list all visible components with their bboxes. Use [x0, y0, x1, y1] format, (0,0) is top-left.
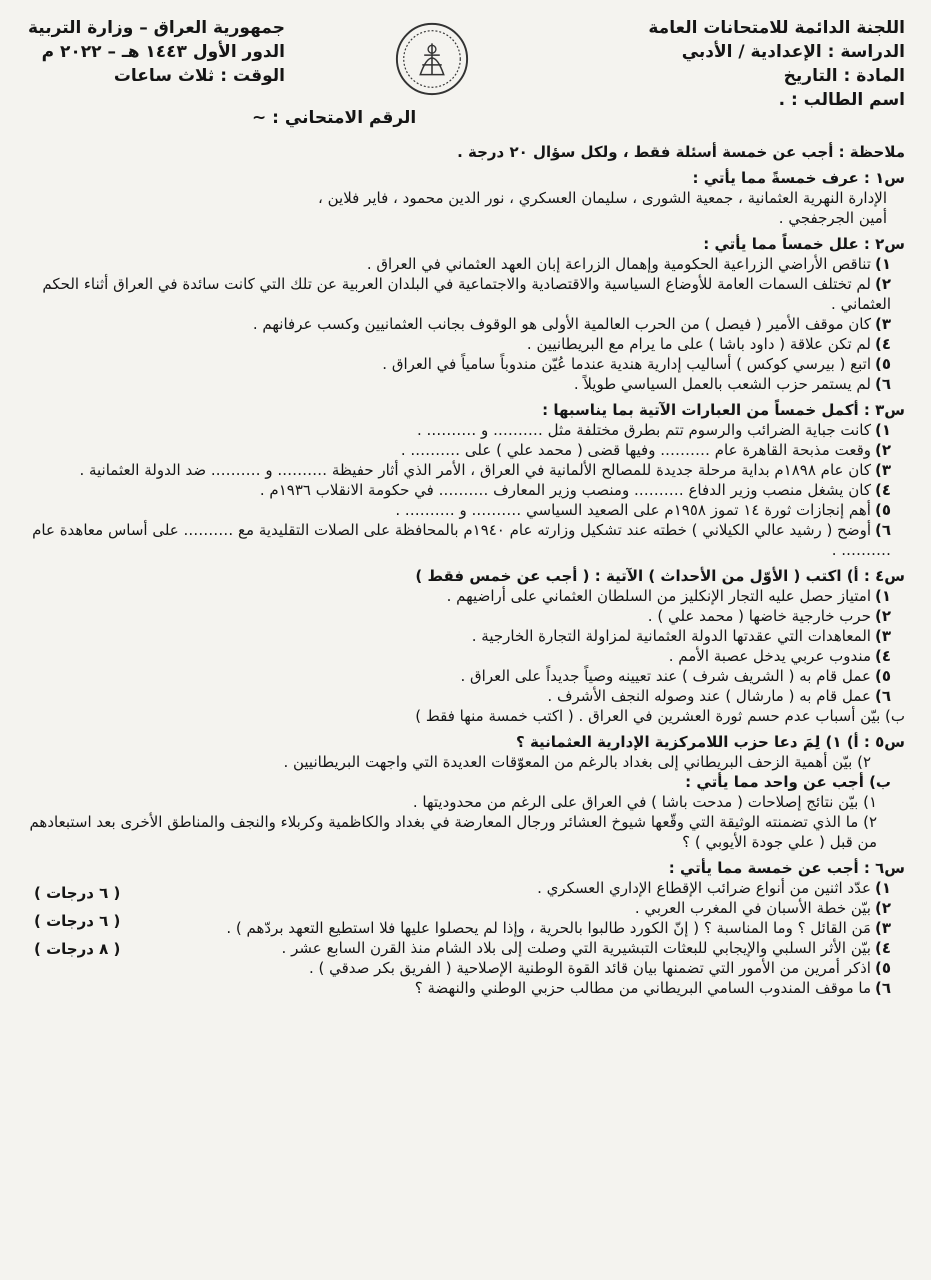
exam-body [24, 142, 905, 1004]
question-5-degree-1: ( ٦ درجات ) [34, 884, 121, 902]
question-1-terms [24, 188, 905, 228]
question-5-b2: ٢) ما الذي تضمنته الوثيقة التي وقّعها شيوخ العشائر ورجال المعارضة في بغداد والكاظمية وكربلاء والنجف والمناطق الأخرى بعد استبعادهم من قبل ( علي جودة الأيوبي ) ؟ [29, 813, 877, 851]
list-item: ٥)أهم إنجازات ثورة ١٤ تموز ١٩٥٨م على الصعيد السياسي ………. و ………. . [395, 501, 891, 519]
exam-number-label: الرقم الامتحاني : ~ [252, 108, 417, 128]
question-6-label: س٦ : أجب عن خمسة مما يأتي : [668, 859, 905, 877]
list-item: ١)امتياز حصل عليه التجار الإنكليز من السلطان العثماني على أراضيهم . [446, 587, 891, 605]
exam-session: الدور الأول ١٤٤٣ هـ – ٢٠٢٢ م [41, 42, 285, 62]
question-1-terms-line: أمين الجرجفجي . [778, 209, 887, 227]
question-5-b-label: ب) أجب عن واحد مما يأتي : [685, 773, 891, 791]
list-item: ٤)كان يشغل منصب وزير الدفاع ………. ومنصب وزير المعارف ………. في حكومة الانقلاب ١٩٣٦م . [259, 481, 891, 499]
ministry-name: جمهورية العراق – وزارة التربية [28, 18, 285, 38]
list-item: ١)تناقص الأراضي الزراعية الحكومية وإهمال الزراعة إبان العهد العثماني في العراق . [366, 255, 891, 273]
list-item: ١)كانت جباية الضرائب والرسوم تتم بطرق مختلفة مثل ………. و ………. . [416, 421, 891, 439]
question-5-b1: ١) بيّن نتائج إصلاحات ( مدحت باشا ) في العراق على الرغم من محدوديتها . [412, 793, 877, 811]
list-item: ٣)مَن القائل ؟ وما المناسبة ؟ ( إنّ الكورد طالبوا بالحرية ، وإذا لم يحصلوا عليها فلا استطيع التعهد بردّهم ) . [226, 919, 891, 937]
list-item: ٢)وقعت مذبحة القاهرة عام ………. وفيها قضى ( محمد علي ) على ………. . [400, 441, 891, 459]
list-item: ١)عدّد اثنين من أنواع ضرائب الإقطاع الإداري العسكري . [537, 879, 891, 897]
question-4-items [24, 586, 905, 706]
question-4-label: س٤ : أ) اكتب ( الأوّل من الأحداث ) الآتية : ( أجب عن خمس فقط ) [415, 567, 905, 585]
question-1-label: س١ : عرف خمسةً مما يأتي : [692, 169, 905, 187]
list-item: ٢)لم تختلف السمات العامة للأوضاع السياسية والاقتصادية والاجتماعية في البلدان العربية عن تلك التي كانت سائدة في العراق أثناء الحكم العثماني . [42, 275, 891, 313]
list-item: ٦)عمل قام به ( مارشال ) عند وصوله النجف الأشرف . [547, 687, 891, 705]
list-item: ٤)بيّن الأثر السلبي والإيجابي للبعثات التبشيرية التي وصلت إلى بلاد الشام منذ القرن السابع عشر . [281, 939, 891, 957]
list-item: ٣)كان موقف الأمير ( فيصل ) من الحرب العالمية الأولى هو الوقوف بجانب العثمانيين وكسب عرفانهم . [252, 315, 891, 333]
question-6 [24, 858, 905, 998]
list-item: ٤)لم تكن علاقة ( داود باشا ) على ما يرام مع البريطانيين . [526, 335, 891, 353]
exam-note: ملاحظة : أجب عن خمسة أسئلة فقط ، ولكل سؤال ٢٠ درجة . [457, 143, 905, 161]
question-3 [24, 400, 905, 560]
question-5-degree-2: ( ٦ درجات ) [34, 912, 121, 930]
header-left [28, 16, 285, 88]
list-item: ٢)حرب خارجية خاضها ( محمد علي ) . [647, 607, 891, 625]
list-item: ٦)أوضح ( رشيد عالي الكيلاني ) خطته عند تشكيل وزارته عام ١٩٤٠م بالمحافظة على الصلات التقليدية مع ………. على أساس معاهدة عام ………. . [32, 521, 891, 559]
subject: المادة : التاريخ [783, 66, 905, 86]
committee-name: اللجنة الدائمة للامتحانات العامة [648, 18, 905, 38]
list-item: ٣)كان عام ١٨٩٨م بداية مرحلة جديدة للمصالح الألمانية في العراق ، الأمر الذي أثار حفيظة ………. و ………. ضد الدولة العثمانية . [79, 461, 891, 479]
question-4 [24, 566, 905, 726]
list-item: ٢)بيّن خطة الأسبان في المغرب العربي . [634, 899, 891, 917]
question-4-part-b: ب) بيّن أسباب عدم حسم ثورة العشرين في العراق . ( اكتب خمسة منها فقط ) [415, 707, 905, 725]
student-name-label: اسم الطالب : . [778, 90, 905, 110]
header-right [648, 16, 905, 112]
question-3-label: س٣ : أكمل خمساً من العبارات الآتية بما يناسبها : [542, 401, 905, 419]
question-5-a2: ٢) بيّن أهمية الزحف البريطاني إلى بغداد بالرغم من المعوّقات العديدة التي واجهت البريطانيين . [283, 753, 871, 771]
question-2 [24, 234, 905, 394]
list-item: ٣)المعاهدات التي عقدتها الدولة العثمانية لمزاولة التجارة الخارجية . [471, 627, 891, 645]
question-5 [24, 732, 905, 852]
list-item: ٥)عمل قام به ( الشريف شرف ) عند تعيينه وصياً جديداً على العراق . [460, 667, 891, 685]
question-5-degree-3: ( ٨ درجات ) [34, 940, 121, 958]
question-5-a1: س٥ : أ) ١) لِمَ دعا حزب اللامركزية الإدارية العثمانية ؟ [516, 733, 905, 751]
question-1-terms-line: الإدارة النهرية العثمانية ، جمعية الشورى ، سليمان العسكري ، نور الدين محمود ، فاير فلاين ، [318, 189, 887, 207]
ministry-seal-icon [393, 20, 471, 98]
list-item: ٥)اذكر أمرين من الأمور التي تضمنها بيان قائد القوة الوطنية الإصلاحية ( الفريق بكر صدقي ) . [308, 959, 891, 977]
question-1 [24, 168, 905, 228]
question-2-items [24, 254, 905, 394]
question-2-label: س٢ : علل خمساً مما يأتي : [703, 235, 905, 253]
study-branch: الدراسة : الإعدادية / الأدبي [681, 42, 905, 62]
list-item: ٥)اتبع ( بيرسي كوكس ) أساليب إدارية هندية عندما عُيّن مندوباً سامياً في العراق . [382, 355, 891, 373]
list-item: ٦)لم يستمر حزب الشعب بالعمل السياسي طويلاً . [573, 375, 891, 393]
list-item: ٦)ما موقف المندوب السامي البريطاني من مطالب حزبي الوطني والنهضة ؟ [414, 979, 891, 997]
list-item: ٤)مندوب عربي يدخل عصبة الأمم . [668, 647, 891, 665]
exam-duration: الوقت : ثلاث ساعات [113, 66, 285, 86]
question-6-items [24, 878, 905, 998]
question-3-items [24, 420, 905, 560]
